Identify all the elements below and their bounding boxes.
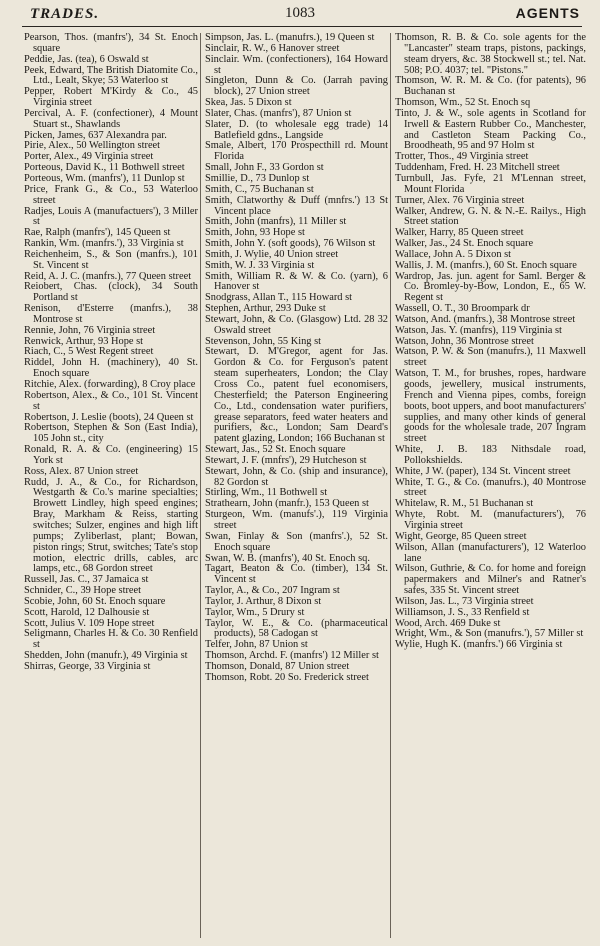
directory-entry: Smith, J. Wylie, 40 Union street [205, 248, 339, 260]
directory-entry: Tagart, Beaton & Co. (timber), 134 St. Vincent st [205, 563, 388, 586]
directory-column-1 [20, 33, 200, 938]
directory-entry: Swan, W. B. (manfrs'), 40 St. Enoch sq. [205, 552, 370, 564]
directory-entry: Peek, Edward, The British Diatomite Co., Ltd., Lealt, Skye; 53 Waterloo st [24, 64, 198, 87]
directory-entry: Wassell, O. T., 30 Broompark dr [395, 303, 530, 315]
directory-entry: Ross, Alex. 87 Union street [24, 465, 139, 477]
directory-entry: Robertson, J. Leslie (boots), 24 Queen st [24, 411, 194, 423]
directory-entry: Trotter, Thos., 49 Virginia street [395, 151, 529, 163]
directory-entry: Whyte, Robt. M. (manufacturers'), 76 Virginia street [395, 509, 586, 531]
directory-entry: Watson, T. M., for brushes, ropes, hardware goods, jewellery, musical instruments, French and Vienna pipes, combs, foreign boots, boot uppers, and boot manufacturers' supplies, and many other kinds of general goods for the wholesale trade, 207 Ingram street [395, 368, 586, 445]
directory-entry: Robertson, Alex., & Co., 101 St. Vincent st [24, 389, 198, 412]
directory-entry: Wright, Wm., & Son (manufrs.'), 57 Miller st [395, 628, 584, 640]
directory-entry: Skea, Jas. 5 Dixon st [205, 97, 292, 109]
directory-entry: Sinclair, R. W., 6 Hanover street [205, 42, 340, 54]
directory-entry: Thomson, W. R. M. & Co. (for patents), 96 Buchanan st [395, 75, 586, 98]
directory-columns [20, 33, 588, 938]
directory-entry: Taylor, A., & Co., 207 Ingram st [205, 585, 340, 597]
directory-entry: Shirras, George, 33 Virginia st [24, 660, 151, 672]
directory-entry: Williamson, J. S., 33 Renfield st [395, 606, 530, 618]
directory-entry: Pearson, Thos. (manfrs'), 34 St. Enoch square [24, 33, 198, 54]
directory-entry: Thomson, R. B. & Co. sole agents for the "Lancaster" steam traps, pistons, packings, steam dryers, &c. 38 Stockwell st.; tel. Nat. 508; P.O. 4037; tel. "Pistons." [395, 33, 586, 76]
directory-entry: Rae, Ralph (manfrs'), 145 Queen st [24, 227, 171, 239]
directory-entry: Wallace, John A. 5 Dixon st [395, 248, 512, 260]
directory-entry: Smale, Albert, 170 Prospecthill rd. Mount Florida [205, 140, 388, 163]
directory-entry: Smith, William R. & W. & Co. (yarn), 6 Hanover st [205, 270, 388, 293]
directory-entry: Ritchie, Alex. (forwarding), 8 Croy place [24, 379, 196, 390]
directory-entry: Reichenheim, S., & Son (manfrs.), 101 St. Vincent st [24, 248, 198, 271]
directory-entry: Watson, And. (manfrs.), 38 Montrose street [395, 313, 576, 325]
directory-entry: Renwick, Arthur, 93 Hope st [24, 335, 144, 347]
directory-entry: Walker, Harry, 85 Queen street [395, 227, 524, 239]
directory-entry: White, T. G., & Co. (manufrs.), 40 Montrose street [395, 476, 586, 499]
directory-entry: Wylie, Hugh K. (manfrs.') 66 Virginia st [395, 639, 563, 651]
directory-entry: Smillie, D., 73 Dunlop st [205, 172, 310, 184]
directory-entry: Renison, d'Esterre (manfrs.), 38 Montrose st [24, 303, 198, 325]
directory-entry: Watson, P. W. & Son (manufrs.), 11 Maxwell street [395, 346, 586, 369]
directory-entry: Tuddenham, Fred. H. 23 Mitchell street [395, 162, 560, 174]
directory-entry: Sinclair. Wm. (confectioners), 164 Howard st [205, 53, 388, 76]
directory-entry: Smith, W. J. 33 Virginia st [205, 259, 315, 271]
directory-entry: Taylor, W. E., & Co. (pharmaceutical products), 58 Cadogan st [205, 617, 388, 640]
directory-entry: Scobie, John, 60 St. Enoch square [24, 595, 166, 607]
directory-entry: Peddie, Jas. (tea), 6 Oswald st [24, 53, 149, 65]
directory-entry: Porteous, David K., 11 Bothwell street [24, 162, 185, 174]
directory-entry: Stevenson, John, 55 King st [205, 335, 322, 347]
directory-entry: Strathearn, John (manfr.), 153 Queen st [205, 498, 369, 510]
directory-entry: Taylor, J. Arthur, 8 Dixon st [205, 595, 322, 607]
directory-entry: Tinto, J. & W., sole agents in Scotland for Irwell & Eastern Rubber Co., Manchester, and Castleton Steam Packing Co., Broodheath, 95 and 97 Holm st [395, 107, 586, 152]
header-rule [22, 26, 582, 27]
directory-entry: Seligmann, Charles H. & Co. 30 Renfield st [24, 628, 198, 651]
directory-entry: Smith, Clatworthy & Duff (mnfrs.') 13 St Vincent place [205, 194, 388, 217]
page-number: 1083 [285, 5, 315, 21]
directory-entry: Thomson, Wm., 52 St. Enoch sq [395, 97, 531, 109]
directory-entry: Simpson, Jas. L. (manufrs.), 19 Queen st [205, 33, 375, 43]
directory-entry: Rennie, John, 76 Virginia street [24, 324, 156, 336]
directory-entry: Price, Frank G., & Co., 53 Waterloo street [24, 183, 198, 206]
directory-entry: Smith, C., 75 Buchanan st [205, 183, 314, 195]
directory-entry: Turnbull, Jas. Fyfe, 21 M'Lennan street, Mount Florida [395, 172, 586, 195]
directory-entry: Small, John F., 33 Gordon st [205, 162, 324, 174]
directory-column-2 [200, 33, 390, 938]
directory-entry: Wilson, Jas. L., 73 Virginia street [395, 595, 534, 607]
directory-column-3 [390, 33, 588, 938]
directory-entry: Schnider, C., 39 Hope street [24, 585, 142, 597]
directory-entry: Radjes, Louis A (manufactuers'), 3 Miller st [24, 205, 198, 228]
directory-entry: Porteous, Wm. (manfrs'), 11 Dunlop st [24, 172, 185, 184]
page-header [0, 0, 600, 30]
directory-entry: Pepper, Robert M'Kirdy & Co., 45 Virginia street [24, 86, 198, 109]
directory-entry: Wood, Arch. 469 Duke st [395, 617, 501, 629]
directory-entry: Stephen, Arthur, 293 Duke st [205, 303, 326, 315]
directory-entry: Rudd, J. A., & Co., for Richardson, Westgarth & Co.'s marine specialties; Browett Lindley, high speed engines; Bray, Markham & Reiss, starting switches; Sulzer, engines and high lift pumps; Zyliberlast, plant; Bowan, piston rings; Strut, switches; Tate's stop motion, electric drills, cables, arc lamps, etc., 68 Gordon street [24, 476, 198, 575]
directory-entry: Watson, John, 36 Montrose street [395, 335, 534, 347]
directory-entry: Reiobert, Chas. (clock), 34 South Portland st [24, 281, 198, 304]
directory-entry: Smith, John Y. (soft goods), 76 Wilson st [205, 238, 376, 250]
directory-entry: Wilson, Allan (manufacturers'), 12 Waterloo lane [395, 541, 586, 564]
directory-entry: Scott, Julius V. 109 Hope street [24, 617, 155, 629]
directory-entry: Stewart, Jas., 52 St. Enoch square [205, 444, 346, 456]
directory-entry: Sturgeon, Wm. (manufs'.), 119 Virginia street [205, 509, 388, 531]
directory-entry: Riach, C., 5 West Regent street [24, 346, 154, 358]
directory-entry: Rankin, Wm. (manfrs.'), 33 Virginia st [24, 238, 184, 250]
directory-entry: Watson, Jas. Y. (manfrs), 119 Virginia st [395, 324, 562, 336]
directory-entry: Riddel, John H. (machinery), 40 St. Enoch square [24, 357, 198, 380]
directory-entry: Porter, Alex., 49 Virginia street [24, 151, 154, 163]
directory-entry: Singleton, Dunn & Co. (Jarrah paving block), 27 Union street [205, 75, 388, 98]
directory-entry: Wallis, J. M. (manfrs.), 60 St. Enoch square [395, 259, 577, 271]
directory-entry: Russell, Jas. C., 37 Jamaica st [24, 574, 149, 586]
directory-entry: Smith, John (manfrs), 11 Miller st [205, 216, 347, 228]
directory-entry: Walker, Andrew, G. N. & N.-E. Railys., High Street station [395, 205, 586, 228]
directory-entry: Pirie, Alex., 50 Wellington street [24, 140, 161, 152]
directory-entry: Slater, D. (to wholesale egg trade) 14 Batlefield gdns., Langside [205, 118, 388, 141]
directory-entry: Snodgrass, Allan T., 115 Howard st [205, 292, 352, 304]
directory-entry: Telfer, John, 87 Union st [205, 639, 308, 651]
directory-entry: Walker, Jas., 24 St. Enoch square [395, 238, 534, 250]
directory-entry: Stewart, D. M'Gregor, agent for Jas. Gordon & Co. for Ferguson's patent steam superheaters, London; the Clay Cross Co., patent fuel economisers, Chesterfield; the Paterson Engineering Co., Ltd., condensation water purifiers, grease separators, feed water heaters and purifiers, &c., London; Sam Deard's patent glazing, London; 166 Buchanan st [205, 346, 388, 445]
directory-entry: Wight, George, 85 Queen street [395, 530, 527, 542]
directory-entry: Stirling, Wm., 11 Bothwell st [205, 487, 328, 499]
directory-entry: Stewart, John, & Co. (ship and insurance), 82 Gordon st [205, 465, 388, 488]
directory-entry: White, J. B. 183 Nithsdale road, Pollokshields. [395, 444, 586, 466]
directory-entry: Stewart, John, & Co. (Glasgow) Ltd. 28 32 Oswald street [205, 313, 388, 336]
directory-entry: Slater, Chas. (manfrs'), 87 Union st [205, 107, 352, 119]
directory-entry: Reid, A. J. C. (manfrs.), 77 Queen street [24, 270, 192, 282]
directory-entry: Stewart, J. F. (mnfrs'), 29 Hutcheson st [205, 454, 367, 466]
directory-entry: Whitelaw, R. M., 51 Buchanan st [395, 498, 534, 510]
directory-entry: Picken, James, 637 Alexandra par. [24, 129, 167, 141]
section-title-agents: AGENTS [515, 5, 580, 21]
directory-entry: White, J W. (paper), 134 St. Vincent street [395, 465, 571, 477]
directory-entry: Thomson, Robt. 20 So. Frederick street [205, 671, 369, 683]
directory-entry: Taylor, Wm., 5 Drury st [205, 606, 305, 618]
section-title-trades: TRADES. [30, 6, 100, 22]
directory-entry: Smith, John, 93 Hope st [205, 227, 305, 239]
directory-entry: Wilson, Guthrie, & Co. for home and foreign papermakers and Milner's and Ratner's safes, 335 St. Vincent street [395, 563, 586, 597]
directory-entry: Turner, Alex. 76 Virginia street [395, 194, 525, 206]
directory-entry: Swan, Finlay & Son (manfrs'.), 52 St. Enoch square [205, 530, 388, 553]
directory-entry: Robertson, Stephen & Son (East India), 105 John st., city [24, 422, 198, 445]
directory-entry: Thomson, Donald, 87 Union street [205, 660, 350, 672]
directory-entry: Scott, Harold, 12 Dalhousie st [24, 606, 150, 618]
directory-entry: Shedden, John (manufr.), 49 Virginia st [24, 650, 188, 662]
directory-entry: Percival, A. F. (confectioner), 4 Mount Stuart st., Shawlands [24, 107, 198, 130]
directory-entry: Wardrop, Jas. jun. agent for Saml. Berger & Co. Bromley-by-Bow, London, E., 65 W. Regent st [395, 270, 586, 304]
directory-entry: Thomson, Archd. F. (manfrs') 12 Miller st [205, 650, 379, 662]
directory-entry: Ronald, R. A. & Co. (engineering) 15 York st [24, 444, 198, 466]
